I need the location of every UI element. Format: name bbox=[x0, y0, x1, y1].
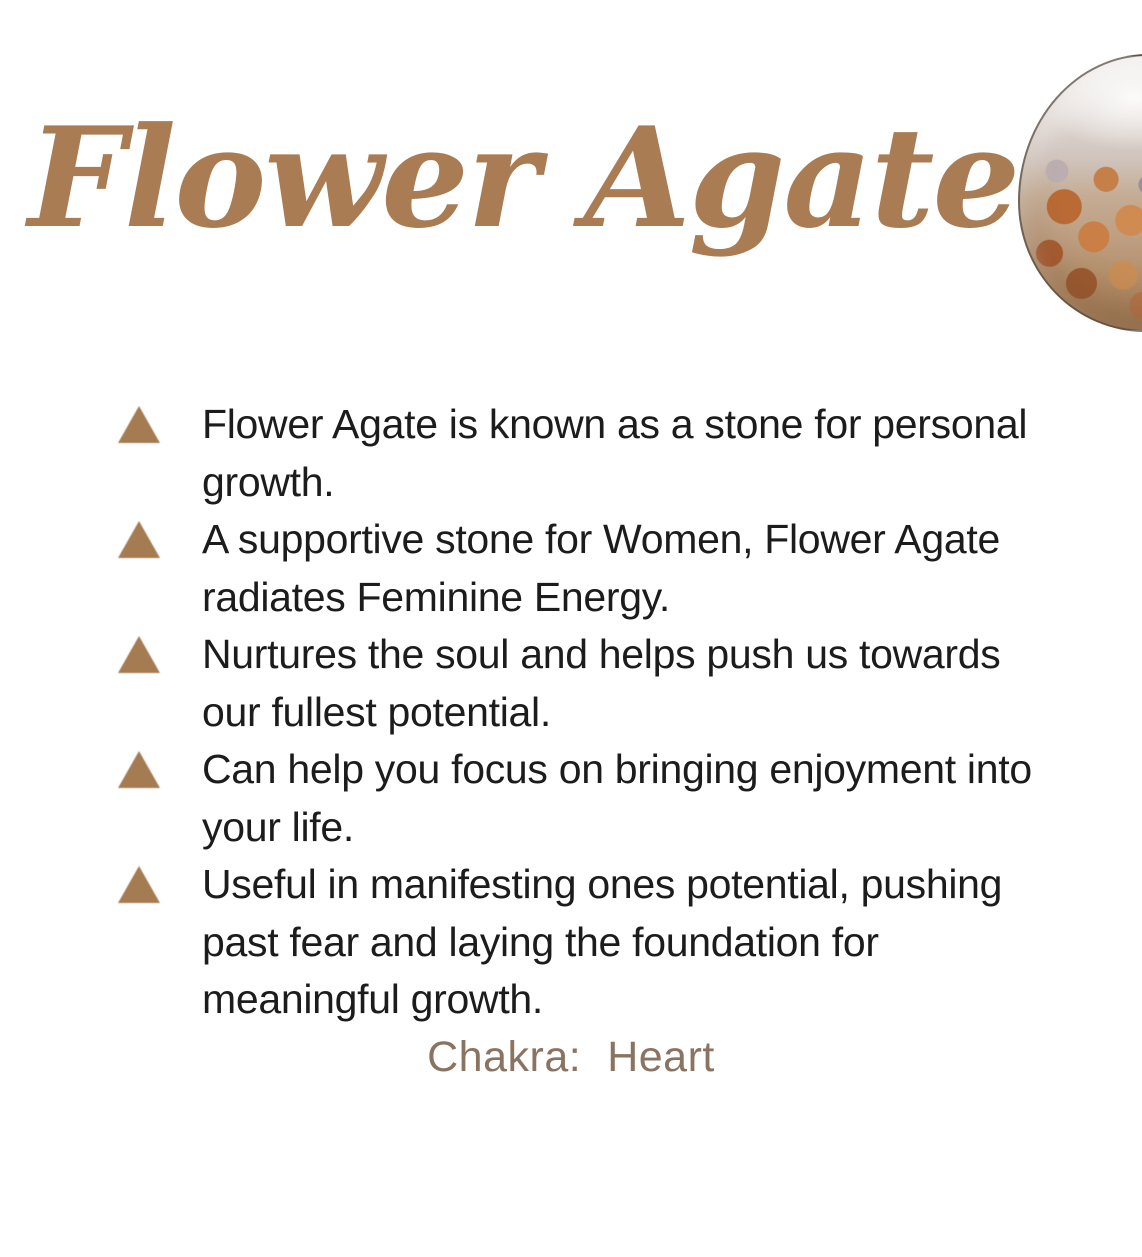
chakra-line bbox=[0, 1029, 1142, 1087]
bullet-item bbox=[118, 511, 1142, 626]
bullet-text bbox=[202, 626, 1000, 741]
bullet-text bbox=[202, 396, 1027, 511]
page-title: Flower Agate bbox=[28, 96, 1019, 259]
bullet-line: your life. bbox=[202, 803, 354, 850]
bullet-line: A supportive stone for Women, Flower Agate bbox=[202, 516, 1000, 562]
bullet-text bbox=[202, 856, 1002, 1029]
triangle-bullet-icon bbox=[118, 406, 160, 443]
bullet-line: radiates Feminine Energy. bbox=[202, 573, 671, 620]
bullet-line: Nurtures the soul and helps push us towards bbox=[202, 631, 1001, 677]
flower-agate-stone-image bbox=[1018, 54, 1142, 332]
header bbox=[0, 0, 1142, 360]
bullet-list bbox=[118, 396, 1142, 1029]
triangle-bullet-icon bbox=[118, 866, 160, 903]
bullet-item bbox=[118, 396, 1142, 511]
bullet-text bbox=[202, 511, 1000, 626]
bullet-item bbox=[118, 626, 1142, 741]
bullet-item bbox=[118, 856, 1142, 1029]
triangle-bullet-icon bbox=[118, 751, 160, 788]
bullet-line: Can help you focus on bringing enjoyment into bbox=[202, 746, 1032, 792]
bullet-item bbox=[118, 741, 1142, 856]
bullet-line: our fullest potential. bbox=[202, 688, 551, 735]
bullet-text bbox=[202, 741, 1032, 856]
chakra-label: Chakra: bbox=[427, 1032, 582, 1081]
bullet-line: Useful in manifesting ones potential, pushing bbox=[202, 861, 1003, 907]
chakra-value: Heart bbox=[607, 1032, 715, 1081]
bullet-line: meaningful growth. bbox=[202, 976, 544, 1022]
bullet-line: growth. bbox=[202, 458, 335, 505]
triangle-bullet-icon bbox=[118, 636, 160, 673]
triangle-bullet-icon bbox=[118, 521, 160, 558]
bullet-line: Flower Agate is known as a stone for personal bbox=[202, 401, 1028, 447]
bullet-line: past fear and laying the foundation for bbox=[202, 918, 879, 965]
